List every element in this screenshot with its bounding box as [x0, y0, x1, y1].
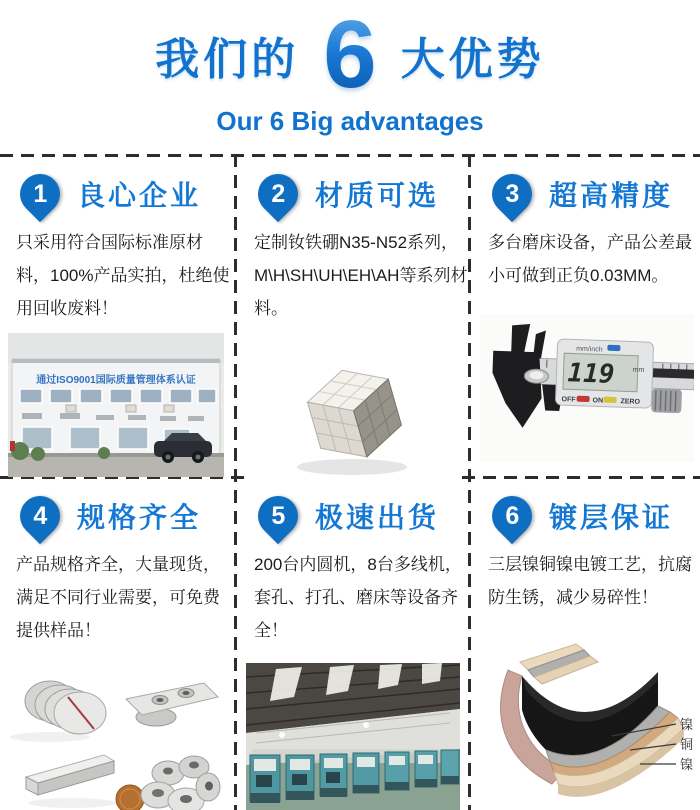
hydrant: [10, 441, 15, 451]
caliper-top-label: mm/inch: [576, 345, 603, 354]
caliper-photo: [480, 314, 694, 462]
factory-photo: [8, 333, 224, 477]
cell-3-body: 多台磨床设备，产品公差最小可做到正负0.03MM。: [488, 233, 692, 285]
cell-5-body: 200台内圆机，8台多线机，套孔、打孔、磨床等设备齐全！: [254, 555, 462, 640]
advantage-cell-6: [474, 480, 700, 810]
pin-number: 5: [271, 501, 285, 530]
cell-2-head: [240, 158, 470, 214]
advantage-cell-4: [2, 480, 232, 810]
pin-number: 3: [505, 179, 519, 208]
caliper-btn-zero-label: ZERO: [620, 398, 641, 406]
pin-number: 2: [271, 179, 285, 208]
cell-4-title: 规格齐全: [77, 502, 202, 533]
grid-divider-col1: [234, 154, 237, 810]
advantage-cell-2: [240, 158, 470, 484]
magnets-photo: [8, 655, 224, 810]
cell-5-head: [240, 480, 470, 536]
pin-number: 4: [33, 501, 47, 530]
advantage-cell-5: [240, 480, 470, 810]
measured-magnet: [524, 369, 548, 384]
cell-6-image: [480, 632, 694, 810]
coating-label-nickel-2: 镍: [680, 757, 694, 772]
cell-4-image: [8, 655, 226, 810]
coating-label-copper: 铜: [680, 737, 694, 752]
title-big-number: 6: [317, 14, 382, 96]
cell-6-body: 三层镍铜镍电镀工艺，抗腐防生锈，减少易碎性！: [488, 555, 692, 607]
caliper-reading: 119: [567, 358, 615, 390]
cell-1-body: 只采用符合国际标准原材料，100%产品实拍，杜绝使用回收废料！: [16, 233, 230, 318]
workshop-photo: [246, 663, 460, 810]
title-suffix: 大优势: [400, 34, 545, 84]
cell-3-head: [474, 158, 700, 214]
cell-4-head: [2, 480, 232, 536]
magnet-cube-photo: [246, 333, 462, 479]
cell-1-head: [2, 158, 232, 214]
caliper-btn-off-label: OFF: [561, 396, 576, 404]
advantage-cell-3: [474, 158, 700, 467]
upper-windows: [20, 389, 216, 403]
coating-layers-photo: [480, 632, 696, 810]
cell-2-title: 材质可选: [315, 180, 440, 211]
cell-6-head: [474, 480, 700, 536]
cell-5-title: 极速出货: [315, 502, 440, 533]
cell-3-title: 超高精度: [549, 180, 674, 211]
grid-divider-top: [0, 154, 700, 157]
factory-sign-text: 通过ISO9001国际质量管理体系认证: [36, 375, 196, 386]
thumb-grip: [651, 388, 682, 413]
cell-1-image: [8, 333, 226, 482]
title-prefix: 我们的: [155, 34, 300, 84]
coating-label-nickel-1: 镍: [680, 717, 694, 732]
advantage-cell-1: [2, 158, 232, 482]
page-subtitle: Our 6 Big advantages: [216, 105, 484, 136]
cell-4-body: 产品规格齐全，大量现货，满足不同行业需要，可免费提供样品！: [16, 555, 220, 640]
pin-number: 1: [33, 179, 47, 208]
pin-number: 6: [505, 501, 519, 530]
cell-2-image: [246, 333, 464, 484]
cell-2-body: 定制钕铁硼N35-N52系列，M\H\SH\UH\EH\AH等系列材料。: [254, 233, 468, 318]
cell-5-image: [246, 663, 464, 810]
caliper-display: [555, 339, 653, 408]
cell-6-title: 镀层保证: [549, 502, 674, 533]
caliper-btn-on-label: ON: [592, 397, 604, 405]
cell-3-image: [480, 314, 694, 467]
page-title: [0, 0, 700, 108]
caliper-unit: mm: [632, 366, 645, 374]
cell-1-title: 良心企业: [77, 180, 202, 211]
